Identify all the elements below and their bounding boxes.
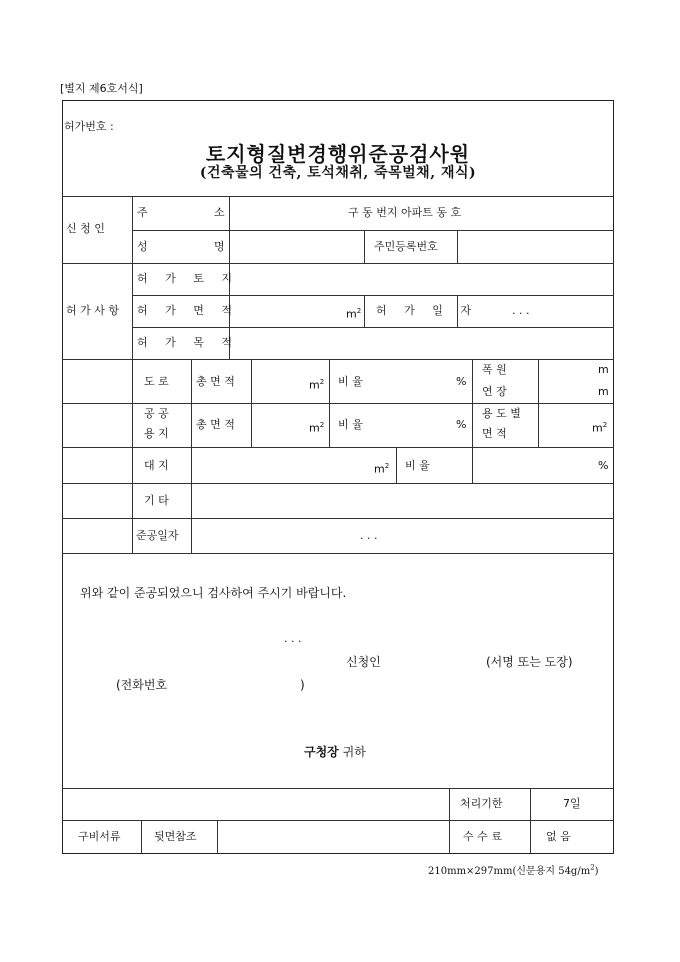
page-subtitle: (건축물의 건축, 토석채취, 죽목벌채, 재식)	[199, 165, 477, 181]
rule-site	[62, 483, 614, 484]
road-width-label: 폭 원	[482, 363, 507, 376]
completion-date-value[interactable]: . . .	[360, 529, 378, 542]
col-area-label	[251, 359, 252, 447]
road-length-unit: m	[598, 385, 609, 398]
permit-section-label: 허 가 사 항	[66, 304, 119, 317]
required-docs-label: 구비서류	[78, 830, 121, 843]
rule-permit	[62, 359, 614, 360]
name-label-b: 명	[214, 240, 225, 253]
id-number-label: 주민등록번호	[374, 240, 438, 253]
public-site-label-2: 용 지	[144, 427, 169, 440]
public-area-unit: $m^2$	[309, 421, 325, 435]
site-area-unit: $m^2$	[374, 462, 390, 476]
rule-request	[62, 788, 614, 789]
rule-public	[62, 447, 614, 448]
rule-applicant	[62, 263, 614, 264]
permit-land-label: 허 가 토 지	[137, 272, 239, 285]
site-label: 대 지	[144, 459, 169, 472]
road-total-area-label: 총 면 적	[196, 375, 235, 388]
col-docs-a	[141, 820, 142, 854]
permit-area-label: 허 가 면 적	[137, 304, 239, 317]
request-text: 위와 같이 준공되었으니 검사하여 주시기 바랍니다.	[80, 586, 347, 600]
permit-date-label: 허 가 일 자	[376, 304, 478, 317]
request-date[interactable]: . . .	[284, 632, 302, 645]
rule-addr	[132, 230, 614, 231]
col-bottom-mid	[449, 788, 450, 854]
site-ratio-label: 비 율	[405, 459, 430, 472]
permit-date-value[interactable]: . . .	[512, 304, 530, 317]
public-total-area-label: 총 면 적	[196, 418, 235, 431]
applicant-signature-label: 신청인	[346, 655, 381, 669]
road-ratio-label: 비 율	[338, 375, 363, 388]
paper-size-note: 210mm×297mm(신문용지 $54g/m^2$)	[428, 863, 599, 877]
fee-value: 없 음	[546, 830, 571, 843]
phone-close: )	[300, 678, 305, 692]
col-site-area	[396, 447, 397, 483]
rule-deadline	[62, 820, 614, 821]
address-label-b: 소	[214, 206, 225, 219]
permit-no-label: 허가번호 :	[64, 120, 114, 133]
completion-date-label: 준공일자	[136, 529, 179, 542]
rule-permit-area	[132, 327, 614, 328]
fee-label: 수 수 료	[463, 830, 502, 843]
applicant-section-label: 신 청 인	[66, 222, 105, 235]
recipient	[304, 745, 366, 759]
address-label-a: 주	[137, 206, 148, 219]
public-ratio-label: 비 율	[338, 418, 363, 431]
col-bottom-right	[530, 788, 531, 854]
address-value[interactable]: 구 동 번지 아파트 동 호	[348, 206, 462, 219]
permit-purpose-label: 허 가 목 적	[137, 336, 239, 349]
public-site-label-1: 공 공	[144, 407, 169, 420]
col-docs-b	[217, 820, 218, 854]
rule-permit-land	[132, 295, 614, 296]
col-extra	[538, 359, 539, 447]
phone-label: (전화번호	[116, 678, 168, 692]
road-width-unit: m	[598, 363, 609, 376]
other-label: 기 타	[144, 494, 169, 507]
sign-or-seal: (서명 또는 도장)	[486, 655, 573, 669]
col-date-left	[364, 295, 365, 327]
site-pct: %	[598, 459, 609, 472]
use-area-unit: $m^2$	[592, 421, 608, 435]
col-id-left	[364, 230, 365, 263]
col-label	[132, 196, 133, 553]
public-pct: %	[456, 418, 467, 431]
col-pct	[472, 359, 473, 483]
name-label-a: 성	[137, 240, 148, 253]
road-pct: %	[456, 375, 467, 388]
road-length-label: 연 장	[482, 385, 507, 398]
road-label: 도 로	[144, 375, 169, 388]
rule-other	[62, 518, 614, 519]
use-area-label-2: 면 적	[482, 427, 507, 440]
col-id-right	[457, 230, 458, 263]
rule-completion	[62, 553, 614, 554]
required-docs-value: 뒷면참조	[154, 830, 197, 843]
page-title: 토지형질변경행위준공검사원	[205, 142, 471, 166]
col-area-value	[329, 359, 330, 447]
deadline-value: 7일	[563, 797, 581, 810]
recipient-office: 구청장	[304, 745, 339, 759]
rule-header	[62, 196, 614, 197]
recipient-suffix: 귀하	[342, 745, 366, 759]
road-area-unit: $m^2$	[309, 378, 325, 392]
rule-road	[62, 403, 614, 404]
form-label: [별지 제6호서식]	[60, 82, 143, 95]
permit-area-unit: $m^2$	[346, 307, 362, 321]
deadline-label: 처리기한	[460, 797, 503, 810]
use-area-label-1: 용 도 별	[482, 407, 521, 420]
col-item	[191, 359, 192, 553]
